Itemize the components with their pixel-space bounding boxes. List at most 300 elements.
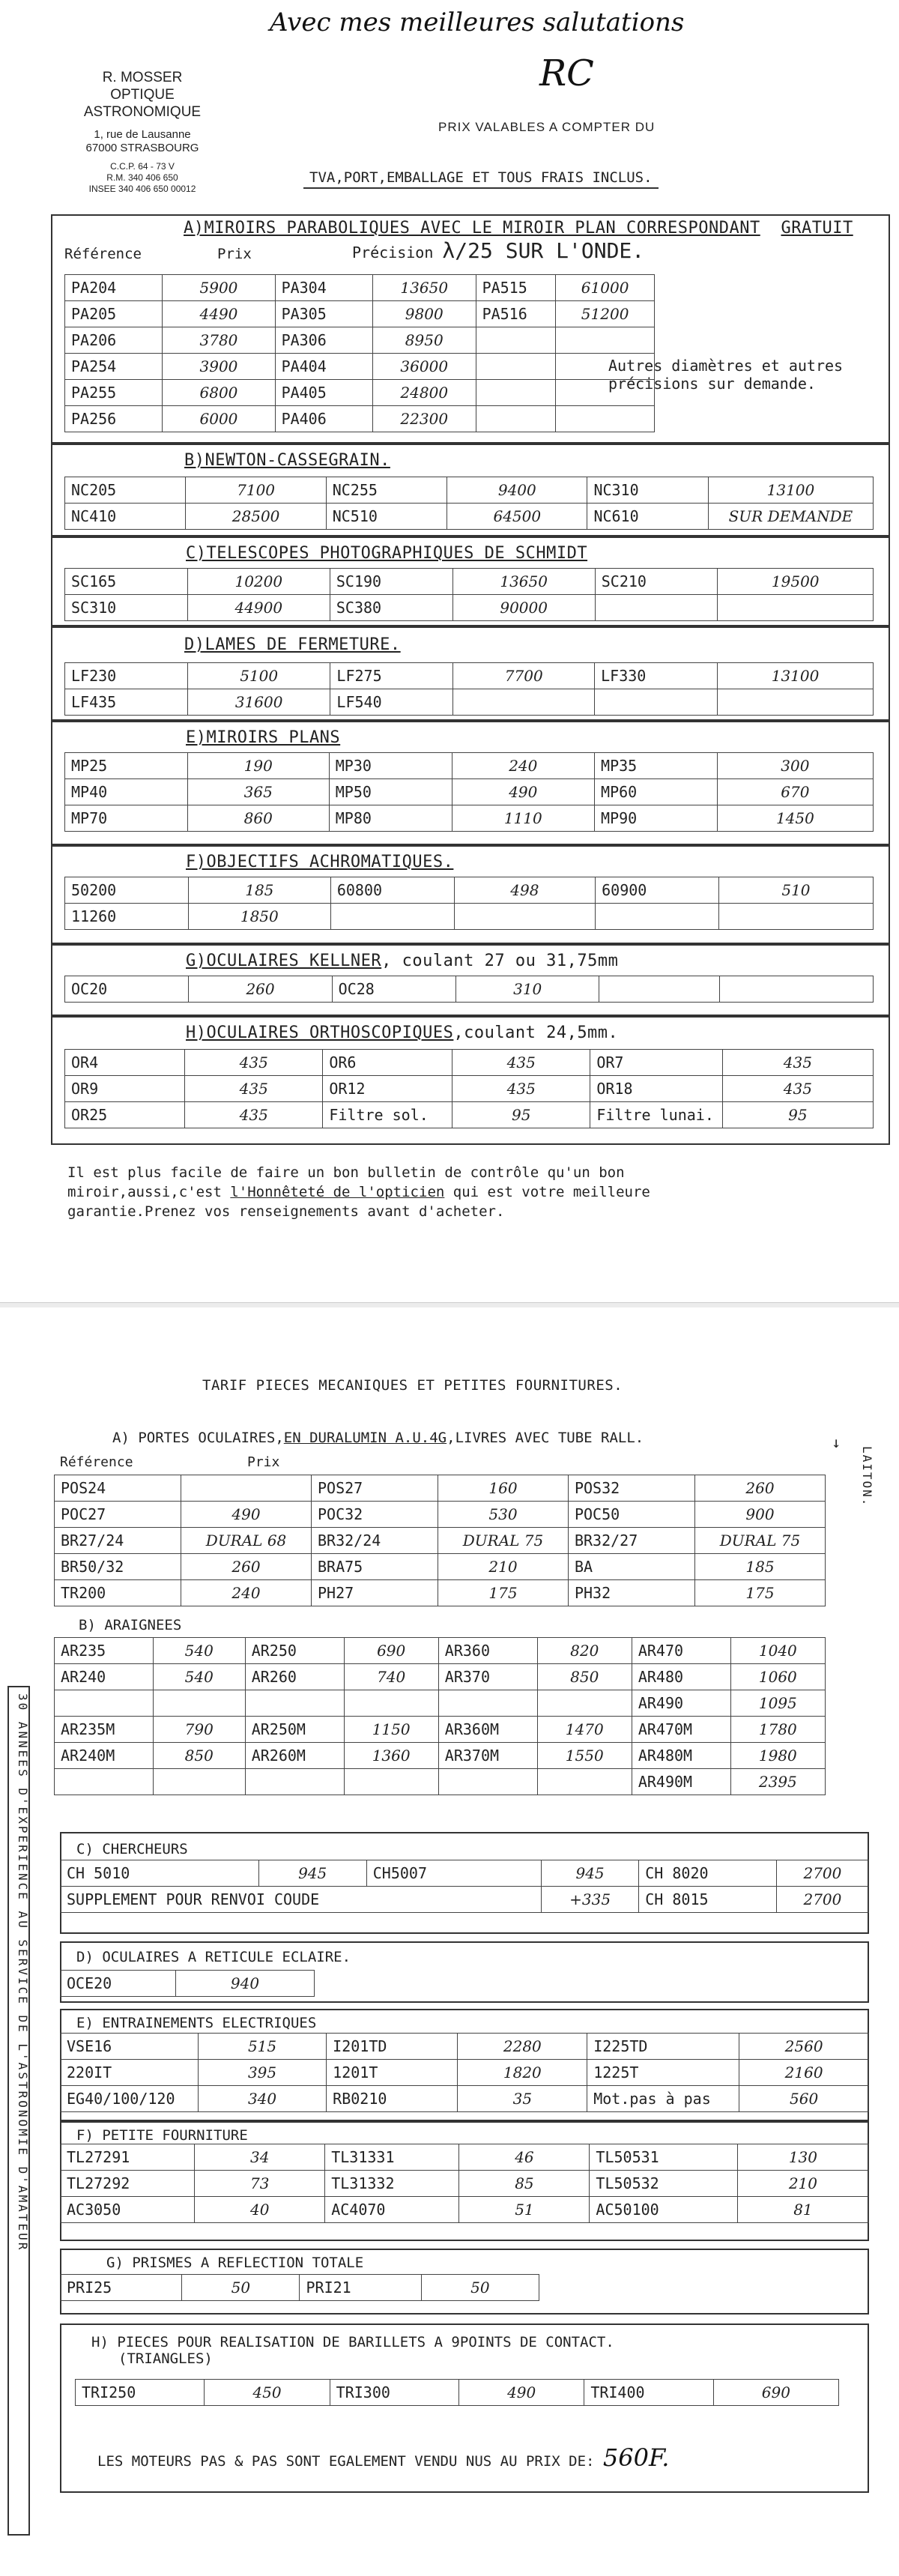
item-price: 2700: [776, 1887, 868, 1913]
item-reference: NC610: [587, 504, 708, 530]
item-reference: OCE20: [61, 1971, 176, 1997]
price-row: [55, 1769, 826, 1795]
item-price: 73: [195, 2171, 325, 2197]
p2-section-a-rows: [55, 1475, 826, 1606]
company-ccp: C.C.P. 64 - 73 V: [110, 161, 175, 172]
item-reference: 220IT: [61, 2060, 199, 2086]
item-price: [153, 1769, 245, 1795]
item-reference: AR370M: [438, 1743, 537, 1769]
price-row: [55, 1502, 826, 1528]
item-price: 6800: [163, 380, 275, 406]
company-city: 67000 STRASBOURG: [85, 142, 199, 154]
p2-section-a-title-material: EN DURALUMIN A.U.4G: [283, 1430, 447, 1446]
item-reference: TL31332: [325, 2171, 459, 2197]
item-price: 175: [438, 1580, 569, 1606]
item-price: 7700: [453, 663, 595, 689]
item-price: 860: [187, 805, 329, 832]
company-street: 1, rue de Lausanne: [94, 128, 191, 141]
item-price: 530: [438, 1502, 569, 1528]
price-row: [65, 805, 874, 832]
item-reference: [476, 354, 556, 380]
handwritten-dedication: Avec mes meilleures salutations: [270, 7, 685, 37]
item-reference: AR250: [245, 1638, 344, 1664]
item-price: 8950: [372, 327, 476, 354]
p2-section-h-title: H) PIECES POUR REALISATION DE BARILLETS A 9POINTS DE CONTACT.: [91, 2334, 614, 2350]
price-row: [61, 1971, 315, 1997]
section-b-rows: [65, 477, 874, 530]
item-price: 28500: [186, 504, 326, 530]
item-reference: POS24: [55, 1475, 181, 1502]
item-reference: [245, 1769, 344, 1795]
item-price: 185: [695, 1554, 826, 1580]
item-price: 940: [175, 1971, 314, 1997]
item-reference: CH5007: [366, 1860, 541, 1887]
price-row: [65, 663, 874, 689]
item-price: 2395: [730, 1769, 825, 1795]
price-row: [55, 1664, 826, 1690]
table-finders: [60, 1860, 869, 1913]
section-c-title-text: C)TELESCOPES PHOTOGRAPHIQUES DE SCHMIDT: [186, 544, 588, 563]
item-price: 435: [185, 1076, 323, 1102]
company-insee: INSEE 340 406 650 00012: [88, 184, 196, 194]
item-price: 1360: [344, 1743, 438, 1769]
item-price: 450: [205, 2380, 330, 2406]
item-price: 9400: [447, 477, 587, 504]
footer-line-2a: miroir,aussi,c'est: [67, 1184, 231, 1200]
item-price: 490: [452, 779, 595, 805]
table-kellner-eyepieces: [64, 976, 874, 1003]
p2-section-c-title: C) CHERCHEURS: [76, 1841, 188, 1857]
section-g-suffix: , coulant 27 ou 31,75mm: [381, 952, 619, 970]
table-parabolic-mirrors: [64, 274, 655, 432]
section-e-rows: [65, 753, 874, 832]
item-price: 900: [695, 1502, 826, 1528]
item-price: 435: [722, 1050, 873, 1076]
table-eyepiece-holders: [54, 1475, 826, 1606]
item-price: 175: [695, 1580, 826, 1606]
item-price: 13650: [452, 569, 595, 595]
item-price: 160: [438, 1475, 569, 1502]
item-price: 435: [185, 1102, 323, 1128]
included-banner: TVA,PORT,EMBALLAGE ET TOUS FRAIS INCLUS.: [303, 169, 659, 189]
price-row: [65, 504, 874, 530]
motors-note: [97, 2443, 669, 2472]
footer-honesty: l'Honnêteté de l'opticien: [230, 1184, 445, 1200]
supplement-label: SUPPLEMENT POUR RENVOI COUDE: [61, 1887, 542, 1913]
price-row: [55, 1554, 826, 1580]
item-price: 13100: [708, 477, 873, 504]
item-price: 540: [153, 1638, 245, 1664]
col-ref-header: Référence: [64, 246, 142, 262]
section-h-title-text: H)OCULAIRES ORTHOSCOPIQUES: [186, 1024, 454, 1042]
item-price: 40: [195, 2197, 325, 2223]
price-row: [65, 477, 874, 504]
motors-price: 560F.: [602, 2443, 670, 2472]
supplement-price: +335: [541, 1887, 638, 1913]
item-reference: TR200: [55, 1580, 181, 1606]
item-reference: MP35: [595, 753, 718, 779]
section-f-rows: [65, 877, 874, 930]
item-reference: 60800: [330, 877, 454, 904]
item-reference: OR18: [590, 1076, 722, 1102]
item-price: 64500: [447, 504, 587, 530]
section-h-suffix: ,coulant 24,5mm.: [453, 1024, 619, 1042]
item-price: [344, 1769, 438, 1795]
price-row: [61, 2197, 869, 2223]
item-reference: I225TD: [587, 2034, 739, 2060]
item-reference: [476, 380, 556, 406]
item-price: 3900: [163, 354, 275, 380]
item-price: DURAL 75: [438, 1528, 569, 1554]
side-banner: [7, 1686, 30, 2536]
item-reference: LF275: [330, 663, 453, 689]
item-price: 945: [541, 1860, 638, 1887]
item-reference: [595, 595, 718, 621]
item-reference: NC205: [65, 477, 186, 504]
page-separator: [0, 1302, 899, 1307]
item-reference: PA406: [275, 406, 372, 432]
price-row: [65, 275, 655, 301]
item-price: [556, 406, 655, 432]
item-price: 210: [737, 2171, 868, 2197]
item-reference: SC190: [330, 569, 452, 595]
item-reference: OR4: [65, 1050, 185, 1076]
p2-section-e-title: E) ENTRAINEMENTS ELECTRIQUES: [76, 2015, 317, 2031]
section-b-title-text: B)NEWTON-CASSEGRAIN.: [184, 451, 390, 470]
item-reference: AR470: [632, 1638, 730, 1664]
item-reference: MP70: [65, 805, 188, 832]
item-price: 790: [153, 1717, 245, 1743]
precision-word: Précision: [352, 244, 434, 261]
item-reference: [599, 976, 719, 1003]
item-price: 820: [537, 1638, 632, 1664]
item-price: 50: [182, 2275, 300, 2301]
item-price: 1450: [717, 805, 873, 832]
item-price: 498: [454, 877, 595, 904]
p2-section-f-rows: [61, 2144, 869, 2223]
item-reference: AR470M: [632, 1717, 730, 1743]
item-reference: AC4070: [325, 2197, 459, 2223]
item-reference: MP80: [329, 805, 452, 832]
section-e-title-text: E)MIROIRS PLANS: [186, 728, 341, 747]
item-price: 61000: [556, 275, 655, 301]
p2-section-a-title-end: ,LIVRES AVEC TUBE RALL.: [447, 1430, 644, 1446]
p2-section-c-rows: [61, 1860, 869, 1913]
item-reference: PA515: [476, 275, 556, 301]
item-price: 81: [737, 2197, 868, 2223]
item-reference: PA304: [275, 275, 372, 301]
item-reference: PA204: [65, 275, 163, 301]
price-row: [65, 1076, 874, 1102]
item-reference: PA256: [65, 406, 163, 432]
item-price: 1780: [730, 1717, 825, 1743]
table-flat-mirrors: [64, 752, 874, 832]
item-price: 490: [181, 1502, 312, 1528]
price-row: [61, 2171, 869, 2197]
item-price: 1095: [730, 1690, 825, 1717]
item-reference: PA206: [65, 327, 163, 354]
section-d-title-text: D)LAMES DE FERMETURE.: [184, 635, 401, 654]
company-subtitle: OPTIQUE ASTRONOMIQUE: [83, 87, 202, 120]
section-h-title: [186, 1024, 618, 1042]
item-price: 130: [737, 2144, 868, 2171]
section-g-title-text: G)OCULAIRES KELLNER: [186, 952, 382, 970]
item-price: 2700: [776, 1860, 868, 1887]
section-a-gratuit: GRATUIT: [781, 219, 853, 238]
item-reference: PRI21: [300, 2275, 421, 2301]
item-reference: SC310: [65, 595, 188, 621]
section-a-title-text: A)MIROIRS PARABOLIQUES AVEC LE MIROIR PLAN CORRESPONDANT: [184, 219, 760, 238]
item-reference: POC27: [55, 1502, 181, 1528]
item-price: 50: [421, 2275, 539, 2301]
item-price: 1820: [458, 2060, 587, 2086]
p2-section-f-title: F) PETITE FOURNITURE: [76, 2127, 248, 2144]
item-reference: PA254: [65, 354, 163, 380]
item-price: [537, 1769, 632, 1795]
item-reference: AC3050: [61, 2197, 195, 2223]
item-reference: TRI250: [76, 2380, 205, 2406]
table-drives: [60, 2033, 869, 2112]
price-row: [61, 2086, 869, 2112]
item-price: 13100: [718, 663, 874, 689]
table-prisms: [60, 2274, 539, 2301]
col-price-header: Prix: [217, 246, 252, 262]
p2-section-d-title: D) OCULAIRES A RETICULE ECLAIRE.: [76, 1949, 351, 1965]
item-price: 51: [459, 2197, 590, 2223]
item-reference: TL31331: [325, 2144, 459, 2171]
item-reference: SC165: [65, 569, 188, 595]
item-price: 95: [722, 1102, 873, 1128]
item-reference: TRI300: [330, 2380, 458, 2406]
section-f-title: [186, 853, 453, 871]
item-reference: OR25: [65, 1102, 185, 1128]
price-row: [61, 2034, 869, 2060]
item-reference: VSE16: [61, 2034, 199, 2060]
item-reference: AR490M: [632, 1769, 730, 1795]
item-price: 540: [153, 1664, 245, 1690]
price-row: [65, 569, 874, 595]
price-row: [55, 1475, 826, 1502]
item-reference: PRI25: [61, 2275, 182, 2301]
item-reference: AR480M: [632, 1743, 730, 1769]
table-orthoscopic-eyepieces: [64, 1049, 874, 1128]
item-price: 210: [438, 1554, 569, 1580]
item-reference: POS32: [568, 1475, 694, 1502]
item-reference: PH32: [568, 1580, 694, 1606]
item-reference: AR370: [438, 1664, 537, 1690]
p2-section-g-title: G) PRISMES A REFLECTION TOTALE: [106, 2255, 364, 2271]
item-reference: BR32/27: [568, 1528, 694, 1554]
price-list-page-2: [0, 1307, 899, 2576]
table-correcting-plates: [64, 662, 874, 716]
item-price: 365: [187, 779, 329, 805]
price-row: [76, 2380, 839, 2406]
item-reference: [330, 904, 454, 930]
item-reference: POC32: [311, 1502, 438, 1528]
item-price: 10200: [187, 569, 330, 595]
item-reference: TRI400: [584, 2380, 713, 2406]
lambda-label: λ/25 SUR L'ONDE.: [442, 238, 645, 263]
p2-section-a-title-start: A) PORTES OCULAIRES,: [112, 1430, 284, 1446]
price-row: [65, 406, 655, 432]
item-price: 690: [713, 2380, 838, 2406]
section-b-title: [184, 451, 390, 470]
laiton-label: LAITON.: [860, 1446, 874, 1508]
price-row: [65, 327, 655, 354]
item-price: 3780: [163, 327, 275, 354]
item-reference: AR360M: [438, 1717, 537, 1743]
item-price: 490: [459, 2380, 584, 2406]
item-reference: EG40/100/120: [61, 2086, 199, 2112]
price-row: [55, 1580, 826, 1606]
item-reference: PA404: [275, 354, 372, 380]
p2-section-g-rows: [61, 2275, 539, 2301]
price-row: [65, 354, 655, 380]
item-price: 850: [537, 1664, 632, 1690]
item-reference: BR32/24: [311, 1528, 438, 1554]
price-row: [61, 1887, 869, 1913]
price-row: [61, 2060, 869, 2086]
arrow-icon: ↓: [832, 1433, 841, 1451]
table-reticle: [60, 1970, 315, 1997]
item-reference: [596, 904, 719, 930]
section-a-rows: [65, 275, 655, 432]
item-price: 6000: [163, 406, 275, 432]
item-reference: CH 5010: [61, 1860, 259, 1887]
item-reference: 11260: [65, 904, 189, 930]
company-header: [52, 69, 232, 195]
section-e-title: [186, 728, 340, 747]
item-price: 2160: [739, 2060, 869, 2086]
item-price: 46: [459, 2144, 590, 2171]
price-row: [65, 301, 655, 327]
page2-title: TARIF PIECES MECANIQUES ET PETITES FOURNITURES.: [202, 1377, 623, 1394]
item-reference: TL27292: [61, 2171, 195, 2197]
item-reference: 1201T: [327, 2060, 458, 2086]
item-reference: NC410: [65, 504, 186, 530]
item-reference: CH 8020: [639, 1860, 777, 1887]
item-price: 36000: [372, 354, 476, 380]
item-price: 260: [189, 976, 332, 1003]
item-reference: MP25: [65, 753, 188, 779]
item-price: [718, 904, 873, 930]
item-reference: Mot.pas à pas: [587, 2086, 739, 2112]
item-reference: Filtre lunai.: [590, 1102, 722, 1128]
item-reference: AC50100: [590, 2197, 737, 2223]
section-f-title-text: F)OBJECTIFS ACHROMATIQUES.: [186, 853, 454, 871]
item-price: 44900: [187, 595, 330, 621]
item-price: 260: [181, 1554, 312, 1580]
item-reference: MP60: [595, 779, 718, 805]
p2-col-prix: Prix: [247, 1454, 280, 1470]
item-reference: TL27291: [61, 2144, 195, 2171]
item-reference: AR260M: [245, 1743, 344, 1769]
item-price: [556, 327, 655, 354]
footer-note: [67, 1163, 877, 1221]
item-price: 300: [717, 753, 873, 779]
item-price: 850: [153, 1743, 245, 1769]
item-price: 670: [717, 779, 873, 805]
item-reference: NC255: [326, 477, 447, 504]
price-row: [55, 1743, 826, 1769]
item-reference: AR235M: [55, 1717, 154, 1743]
item-reference: OC28: [332, 976, 455, 1003]
p2-section-d-rows: [61, 1971, 315, 1997]
item-price: 690: [344, 1638, 438, 1664]
item-price: 2560: [739, 2034, 869, 2060]
item-reference: [55, 1769, 154, 1795]
item-reference: CH 8015: [639, 1887, 777, 1913]
item-reference: [55, 1690, 154, 1717]
item-price: 2280: [458, 2034, 587, 2060]
company-name: R. MOSSER: [102, 70, 183, 85]
price-row: [65, 595, 874, 621]
item-price: 31600: [187, 689, 330, 716]
price-row: [61, 2275, 539, 2301]
item-reference: [476, 406, 556, 432]
item-reference: 60900: [596, 877, 719, 904]
company-rm: R.M. 340 406 650: [106, 172, 178, 183]
price-row: [65, 1050, 874, 1076]
item-reference: LF230: [65, 663, 188, 689]
price-row: [65, 1102, 874, 1128]
price-row: [65, 753, 874, 779]
item-reference: SC380: [330, 595, 452, 621]
item-price: 310: [456, 976, 599, 1003]
p2-section-e-rows: [61, 2034, 869, 2112]
item-price: [181, 1475, 312, 1502]
item-reference: OR6: [323, 1050, 452, 1076]
p2-section-h-rows: [76, 2380, 839, 2406]
item-reference: LF435: [65, 689, 188, 716]
item-reference: Filtre sol.: [323, 1102, 452, 1128]
item-price: 190: [187, 753, 329, 779]
p2-section-b-title: B) ARAIGNEES: [79, 1617, 182, 1633]
item-price: 240: [452, 753, 595, 779]
section-d-title: [184, 635, 401, 654]
item-price: 24800: [372, 380, 476, 406]
item-price: [453, 689, 595, 716]
handwritten-initials: RC: [539, 52, 594, 94]
section-g-title: [186, 952, 618, 970]
section-h-rows: [65, 1050, 874, 1128]
item-price: SUR DEMANDE: [708, 504, 873, 530]
item-reference: [438, 1690, 537, 1717]
price-row: [55, 1717, 826, 1743]
price-row: [55, 1638, 826, 1664]
item-reference: LF330: [595, 663, 718, 689]
item-price: 185: [188, 877, 330, 904]
item-reference: PH27: [311, 1580, 438, 1606]
item-reference: OC20: [65, 976, 189, 1003]
p2-section-h-subtitle: (TRIANGLES): [118, 2350, 213, 2367]
price-row: [61, 2144, 869, 2171]
item-price: [344, 1690, 438, 1717]
validity-text: PRIX VALABLES A COMPTER DU: [438, 120, 656, 134]
table-cells: [75, 2379, 839, 2406]
item-price: 240: [181, 1580, 312, 1606]
item-price: 85: [459, 2171, 590, 2197]
item-price: 22300: [372, 406, 476, 432]
item-price: 740: [344, 1664, 438, 1690]
item-reference: [438, 1769, 537, 1795]
item-price: 435: [452, 1076, 590, 1102]
price-row: [65, 779, 874, 805]
item-price: 945: [258, 1860, 366, 1887]
item-price: DURAL 75: [695, 1528, 826, 1554]
item-reference: AR480: [632, 1664, 730, 1690]
item-reference: AR360: [438, 1638, 537, 1664]
